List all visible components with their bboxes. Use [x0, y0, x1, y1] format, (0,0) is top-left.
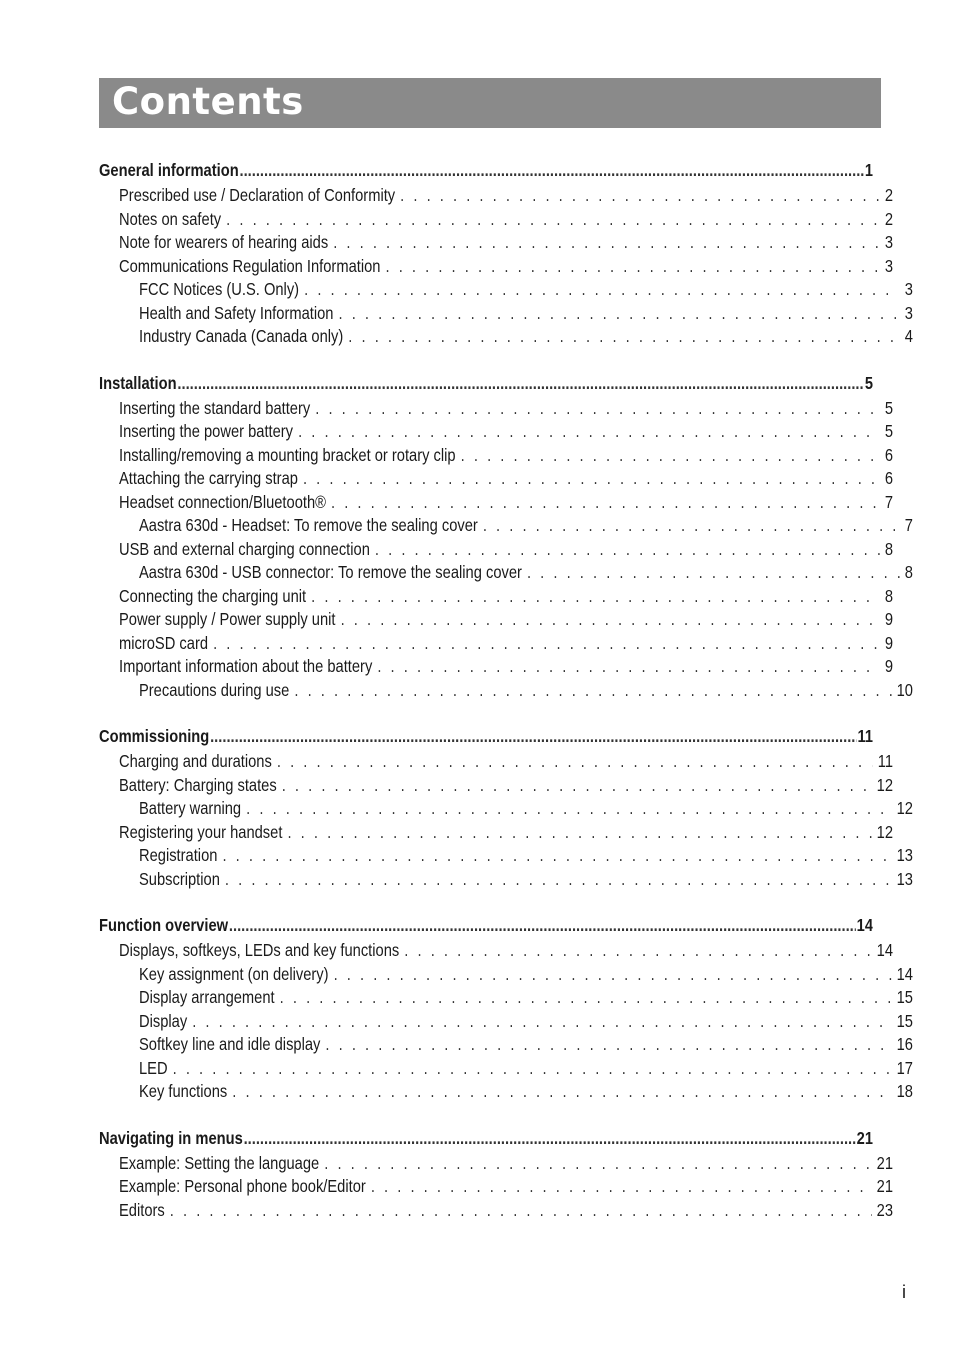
toc-entry-title: Battery: Charging states — [118, 774, 277, 795]
toc-entry[interactable] — [99, 774, 893, 798]
toc-entry-page: 6 — [884, 444, 893, 465]
toc-entry-page: 13 — [896, 868, 913, 889]
toc-entry-page: 1 — [864, 160, 874, 180]
page-title: Contents — [112, 80, 304, 123]
dot-leader — [246, 797, 891, 821]
toc-entry-title: LED — [138, 1057, 168, 1078]
dot-leader — [170, 1199, 872, 1223]
dot-leader — [232, 1080, 891, 1104]
dot-leader — [386, 255, 880, 279]
toc-entry-title: Power supply / Power supply unit — [118, 609, 336, 629]
toc-entry-title: Headset connection/Bluetooth® — [118, 491, 326, 512]
toc-entry-page: 17 — [896, 1057, 913, 1078]
dot-leader — [229, 913, 856, 938]
toc-entry-title: Attaching the carrying strap — [118, 468, 298, 488]
table-of-contents — [99, 158, 913, 1244]
toc-entry[interactable] — [99, 939, 893, 963]
toc-entry-page: 3 — [884, 255, 893, 276]
toc-entry[interactable] — [99, 632, 893, 656]
dot-leader — [348, 325, 899, 349]
toc-entry[interactable] — [99, 1010, 913, 1034]
toc-entry[interactable] — [99, 538, 893, 562]
dot-leader — [527, 561, 900, 585]
toc-entry-title: Precautions during use — [138, 679, 290, 700]
toc-entry-page: 9 — [884, 656, 893, 676]
dot-leader — [177, 371, 864, 396]
toc-entry[interactable] — [99, 208, 893, 232]
toc-entry-title: Charging and durations — [118, 751, 272, 771]
dot-leader — [173, 1057, 892, 1081]
toc-entry-title: Key functions — [138, 1081, 228, 1101]
toc-entry-title: Aastra 630d - Headset: To remove the sealing cover — [138, 515, 478, 535]
toc-entry[interactable] — [99, 255, 893, 279]
toc-entry[interactable] — [99, 655, 893, 679]
dot-leader — [483, 514, 900, 538]
toc-entry-title: Example: Setting the language — [118, 1152, 320, 1173]
toc-chapter-heading[interactable] — [99, 913, 873, 938]
toc-entry-title: Health and Safety Information — [138, 302, 334, 323]
toc-entry-title: Subscription — [138, 868, 220, 889]
dot-leader — [341, 608, 880, 632]
dot-leader — [400, 184, 880, 208]
toc-entry[interactable] — [99, 420, 893, 444]
toc-entry-title: Display — [138, 1010, 188, 1031]
toc-entry[interactable] — [99, 797, 913, 821]
toc-section — [99, 913, 913, 1104]
toc-entry-page: 7 — [904, 515, 913, 535]
toc-entry-title: microSD card — [118, 632, 209, 653]
toc-entry[interactable] — [99, 325, 913, 349]
toc-entry-page: 2 — [884, 185, 893, 205]
dot-leader — [331, 491, 880, 515]
toc-entry-title: Notes on safety — [118, 208, 222, 229]
toc-entry-page: 15 — [896, 987, 913, 1007]
toc-entry-page: 9 — [884, 609, 893, 629]
dot-leader — [213, 632, 880, 656]
toc-entry[interactable] — [99, 986, 913, 1010]
dot-leader — [210, 724, 857, 749]
toc-entry[interactable] — [99, 278, 913, 302]
toc-chapter-heading[interactable] — [99, 724, 873, 749]
toc-entry-title: Installation — [99, 372, 177, 393]
toc-entry[interactable] — [99, 397, 893, 421]
toc-section — [99, 1126, 893, 1223]
dot-leader — [334, 963, 892, 987]
toc-entry[interactable] — [99, 585, 893, 609]
toc-entry[interactable] — [99, 1199, 893, 1223]
toc-entry[interactable] — [99, 1080, 913, 1104]
toc-entry-page: 14 — [896, 963, 913, 984]
dot-leader — [377, 655, 879, 679]
toc-entry[interactable] — [99, 608, 893, 632]
toc-entry-title: FCC Notices (U.S. Only) — [138, 279, 300, 299]
dot-leader — [280, 986, 892, 1010]
dot-leader — [375, 538, 880, 562]
toc-entry-page: 5 — [884, 421, 893, 441]
toc-entry-page: 12 — [876, 821, 893, 842]
toc-entry-title: Display arrangement — [138, 987, 275, 1007]
toc-entry-page: 23 — [876, 1199, 893, 1220]
dot-leader — [225, 868, 892, 892]
toc-entry[interactable] — [99, 1152, 893, 1176]
toc-entry-page: 3 — [884, 232, 893, 252]
toc-entry[interactable] — [99, 184, 893, 208]
toc-entry-title: Softkey line and idle display — [138, 1034, 321, 1054]
toc-entry-title: Key assignment (on delivery) — [138, 963, 329, 984]
toc-entry-title: Navigating in menus — [99, 1127, 243, 1148]
toc-entry[interactable] — [99, 1033, 913, 1057]
dot-leader — [277, 750, 873, 774]
toc-entry[interactable] — [99, 750, 893, 774]
toc-entry[interactable] — [99, 467, 893, 491]
toc-entry-title: USB and external charging connection — [118, 538, 370, 559]
toc-chapter-heading[interactable] — [99, 371, 873, 396]
toc-entry[interactable] — [99, 561, 913, 585]
toc-entry-title: Function overview — [99, 915, 229, 935]
toc-entry-page: 14 — [856, 915, 874, 935]
dot-leader — [226, 208, 880, 232]
toc-entry-title: Communications Regulation Information — [118, 255, 381, 276]
toc-entry-page: 15 — [896, 1010, 913, 1031]
dot-leader — [324, 1152, 871, 1176]
toc-entry-title: Aastra 630d - USB connector: To remove the sealing cover — [138, 562, 522, 582]
toc-entry-page: 12 — [876, 774, 893, 795]
toc-entry-page: 18 — [896, 1081, 913, 1101]
toc-entry-page: 10 — [896, 679, 913, 700]
toc-entry-page: 8 — [904, 562, 913, 582]
dot-leader — [315, 397, 880, 421]
toc-entry-title: General information — [99, 160, 239, 180]
toc-entry-page: 14 — [876, 940, 893, 960]
toc-entry-title: Industry Canada (Canada only) — [138, 326, 344, 346]
toc-chapter-heading[interactable] — [99, 158, 873, 183]
dot-leader — [371, 1175, 872, 1199]
toc-entry[interactable] — [99, 821, 893, 845]
toc-entry-page: 2 — [884, 208, 893, 229]
toc-entry-page: 8 — [884, 538, 893, 559]
toc-entry-page: 5 — [884, 397, 893, 418]
toc-entry-page: 3 — [904, 279, 913, 299]
contents-banner — [99, 78, 881, 128]
toc-entry-page: 13 — [896, 845, 913, 865]
dot-leader — [287, 821, 871, 845]
dot-leader — [333, 231, 880, 255]
dot-leader — [240, 158, 864, 183]
dot-leader — [304, 278, 900, 302]
dot-leader — [222, 844, 891, 868]
toc-entry[interactable] — [99, 963, 913, 987]
toc-entry-page: 7 — [884, 491, 893, 512]
toc-entry-page: 21 — [856, 1127, 874, 1148]
dot-leader — [461, 444, 880, 468]
toc-entry[interactable] — [99, 1057, 913, 1081]
dot-leader — [339, 302, 900, 326]
toc-entry[interactable] — [99, 491, 893, 515]
toc-chapter-heading[interactable] — [99, 1126, 873, 1151]
toc-entry-title: Inserting the standard battery — [118, 397, 311, 418]
toc-entry-page: 11 — [857, 726, 874, 746]
toc-entry[interactable] — [99, 844, 913, 868]
toc-entry[interactable] — [99, 868, 913, 892]
toc-entry-page: 21 — [876, 1152, 893, 1173]
toc-section — [99, 371, 913, 703]
toc-entry-page: 12 — [896, 798, 913, 818]
toc-entry-page: 6 — [884, 468, 893, 488]
toc-entry-title: Important information about the battery — [118, 656, 373, 676]
toc-entry[interactable] — [99, 231, 893, 255]
toc-entry-title: Editors — [118, 1199, 165, 1220]
toc-entry-title: Prescribed use / Declaration of Conformity — [118, 185, 396, 205]
toc-entry-page: 5 — [864, 372, 874, 393]
toc-entry-page: 21 — [876, 1176, 893, 1196]
toc-entry-title: Installing/removing a mounting bracket or rotary clip — [118, 444, 456, 465]
dot-leader — [244, 1126, 856, 1151]
dot-leader — [404, 939, 871, 963]
toc-entry-title: Battery warning — [138, 798, 242, 818]
toc-entry[interactable] — [99, 679, 913, 703]
dot-leader — [311, 585, 880, 609]
dot-leader — [282, 774, 872, 798]
dot-leader — [294, 679, 891, 703]
toc-entry-title: Displays, softkeys, LEDs and key functions — [118, 940, 400, 960]
toc-entry-page: 16 — [896, 1034, 913, 1054]
toc-section — [99, 158, 913, 349]
toc-entry-page: 3 — [904, 302, 913, 323]
toc-entry-page: 11 — [877, 751, 893, 771]
dot-leader — [325, 1033, 891, 1057]
toc-entry-page: 9 — [884, 632, 893, 653]
toc-entry-title: Example: Personal phone book/Editor — [118, 1176, 366, 1196]
toc-entry-title: Inserting the power battery — [118, 421, 294, 441]
dot-leader — [303, 467, 880, 491]
toc-entry-title: Registration — [138, 845, 218, 865]
toc-section — [99, 724, 913, 891]
toc-entry[interactable] — [99, 302, 913, 326]
page-number: i — [902, 1282, 906, 1302]
toc-entry-title: Commissioning — [99, 726, 210, 746]
toc-entry-title: Note for wearers of hearing aids — [118, 232, 329, 252]
toc-entry[interactable] — [99, 444, 893, 468]
toc-entry[interactable] — [99, 1175, 893, 1199]
toc-entry-title: Connecting the charging unit — [118, 585, 307, 606]
toc-entry[interactable] — [99, 514, 913, 538]
dot-leader — [192, 1010, 891, 1034]
toc-entry-page: 8 — [884, 585, 893, 606]
toc-entry-title: Registering your handset — [118, 821, 283, 842]
toc-entry-page: 4 — [904, 326, 913, 346]
dot-leader — [298, 420, 880, 444]
